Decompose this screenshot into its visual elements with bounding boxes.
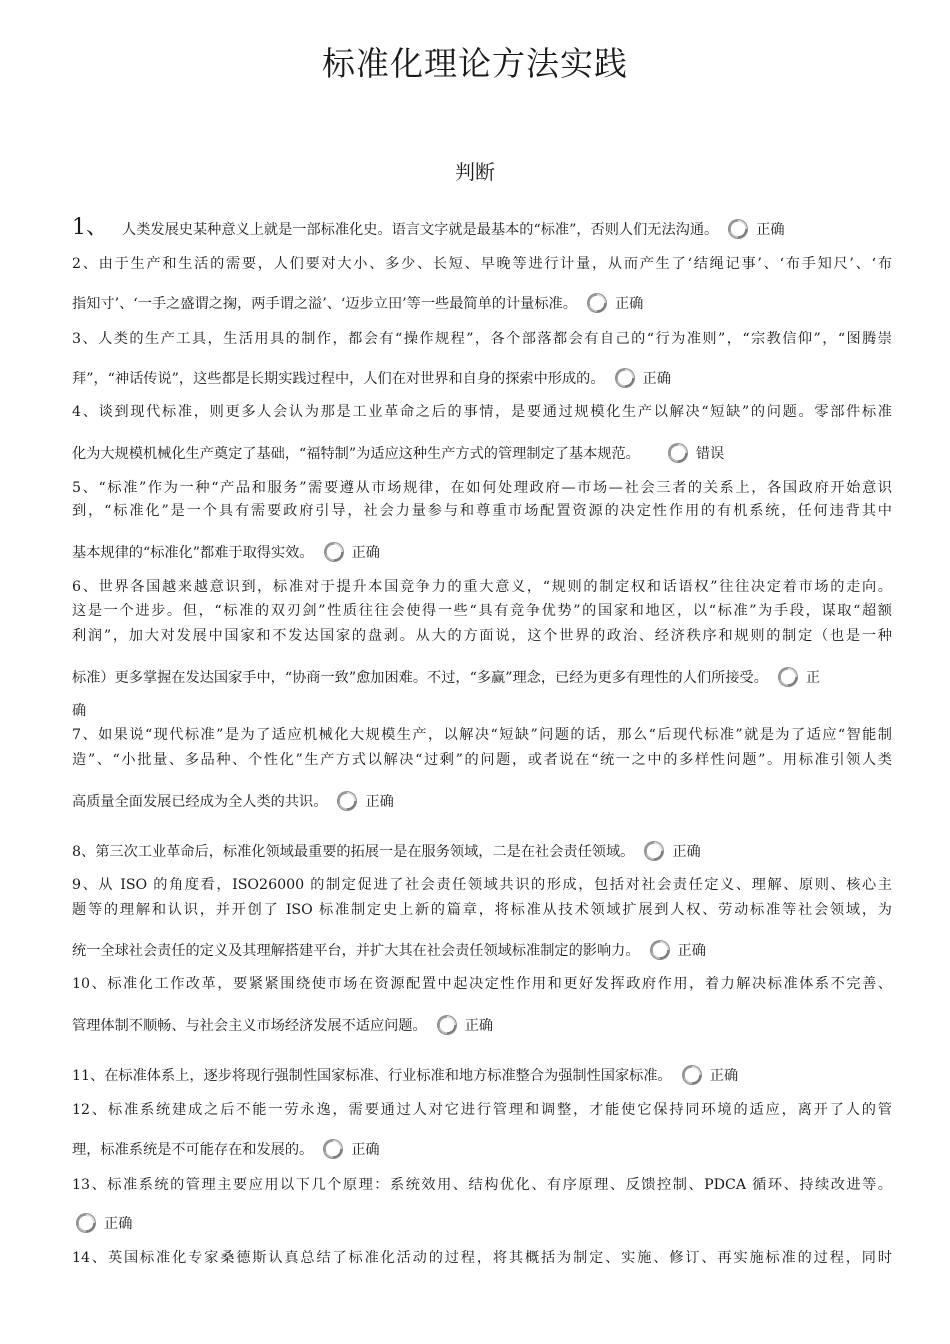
question-text: 管理体制不顺畅、与社会主义市场经济发展不适应问题。 <box>72 1018 427 1034</box>
question-13-line-1: 13、标准系统的管理主要应用以下几个原理：系统效用、结构优化、有序原理、反馈控制、PDCA 循环、持续改进等。 <box>72 1177 892 1193</box>
question-5-line-2: 到，“标准化”是一个具有需要政府引导，社会力量参与和尊重市场配置资源的决定性作用的有机系统，任何违背其中 <box>72 503 892 519</box>
radio-button-icon[interactable] <box>650 940 670 960</box>
document-title: 标准化理论方法实践 <box>322 44 628 83</box>
question-13-answer-line <box>72 1212 892 1236</box>
question-10-line-2 <box>72 1014 892 1038</box>
answer-label: 正确 <box>464 1018 494 1034</box>
question-text: 基本规律的“标准化”都难于取得实效。 <box>72 545 314 561</box>
question-number: 1、 <box>72 216 108 240</box>
question-14-line-1: 14、英国标准化专家桑德斯认真总结了标准化活动的过程，将其概括为制定、实施、修订、再实施标准的过程，同时 <box>72 1250 892 1266</box>
answer-label: 正确 <box>672 844 701 860</box>
question-9-line-3 <box>72 939 892 963</box>
radio-button-icon[interactable] <box>728 219 748 239</box>
question-2-line-2 <box>72 292 892 316</box>
question-4-line-1: 4、谈到现代标准，则更多人会认为那是工业革命之后的事情，是要通过规模化生产以解决“短缺”的问题。零部件标准 <box>72 404 892 420</box>
question-text: 理，标准系统是不可能存在和发展的。 <box>72 1142 314 1158</box>
question-3-line-2 <box>72 367 892 391</box>
radio-button-icon[interactable] <box>337 791 357 811</box>
question-3-line-1: 3、人类的生产工具，生活用具的制作，都会有“操作规程”，各个部落都会有自己的“行为准则”，“宗教信仰”，“图腾崇 <box>72 331 892 347</box>
question-6-answer-wrap: 确 <box>72 703 87 719</box>
question-6-line-1: 6、世界各国越来越意识到，标准对于提升本国竞争力的重大意义，“规则的制定权和话语权”往往决定着市场的走向。 <box>72 579 892 595</box>
question-text: 统一全球社会责任的定义及其理解搭建平台，并扩大其在社会责任领域标准制定的影响力。 <box>72 943 640 959</box>
radio-button-icon[interactable] <box>437 1015 457 1035</box>
question-6-line-3: 利润”，加大对发展中国家和不发达国家的盘剥。从大的方面说，这个世界的政治、经济秩序和规则的制定（也是一种 <box>72 628 892 644</box>
answer-label: 正确 <box>351 545 380 561</box>
question-5-line-1: 5、“标准”作为一种“产品和服务”需要遵从市场规律，在如何处理政府—市场—社会三者的关系上，各国政府开始意识 <box>72 480 892 496</box>
question-1 <box>72 216 892 242</box>
radio-button-icon[interactable] <box>682 1065 702 1085</box>
answer-label: 正确 <box>677 943 706 959</box>
radio-button-icon[interactable] <box>587 293 607 313</box>
radio-button-icon[interactable] <box>668 443 688 463</box>
radio-button-icon[interactable] <box>778 667 798 687</box>
question-text: 化为大规模机械化生产奠定了基础，“福特制”为适应这种生产方式的管理制定了基本规范。 <box>72 446 640 462</box>
question-11 <box>72 1064 892 1088</box>
question-7-line-2: 造”、“小批量、多品种、个性化”生产方式以解决“过剩”的问题，或者说在“统一之中的多样性问题”。用标准引领人类 <box>72 752 892 768</box>
question-4-line-2 <box>72 442 892 466</box>
question-6-line-4 <box>72 666 892 690</box>
question-text: 8、第三次工业革命后，标准化领域最重要的拓展一是在服务领域，二是在社会责任领域。 <box>72 844 635 860</box>
question-12-line-2 <box>72 1138 892 1162</box>
radio-button-icon[interactable] <box>644 841 664 861</box>
question-7-line-3 <box>72 790 892 814</box>
radio-button-icon[interactable] <box>615 368 635 388</box>
question-text: 11、在标准体系上，逐步将现行强制性国家标准、行业标准和地方标准整合为强制性国家标准。 <box>72 1068 672 1084</box>
question-6-line-2: 这是一个进步。但，“标准的双刃剑”性质往往会使得一些“具有竞争优势”的国家和地区，以“标准”为手段，谋取“超额 <box>72 603 892 619</box>
question-text: 指知寸’、‘一手之盛谓之掬，两手谓之溢’、‘迈步立田’等一些最简单的计量标准。 <box>72 296 577 312</box>
question-text: 人类发展史某种意义上就是一部标准化史。语言文字就是最基本的“标准”，否则人们无法沟通。 <box>122 222 719 238</box>
answer-label: 错误 <box>695 446 725 462</box>
question-9-line-2: 题等的理解和认识，并开创了 ISO 标准制定史上新的篇章，将标准从技术领域扩展到人权、劳动标准等社会领域，为 <box>72 902 892 918</box>
answer-label: 正确 <box>709 1068 739 1084</box>
question-10-line-1: 10、标准化工作改革，要紧紧围绕使市场在资源配置中起决定性作用和更好发挥政府作用，着力解决标准体系不完善、 <box>72 976 892 992</box>
radio-button-icon[interactable] <box>324 542 344 562</box>
radio-button-icon[interactable] <box>323 1139 343 1159</box>
question-9-line-1: 9、从 ISO 的角度看，ISO26000 的制定促进了社会责任领域共识的形成，包括对社会责任定义、理解、原则、核心主 <box>72 877 892 893</box>
answer-label: 正确 <box>642 371 671 387</box>
question-text: 高质量全面发展已经成为全人类的共识。 <box>72 794 328 810</box>
answer-label: 正确 <box>351 1142 380 1158</box>
question-text: 拜”，“神话传说”，这些都是长期实践过程中，人们在对世界和自身的探索中形成的。 <box>72 371 605 387</box>
answer-label: 正确 <box>614 296 644 312</box>
answer-label: 正确 <box>104 1216 133 1232</box>
section-heading: 判断 <box>455 160 495 184</box>
answer-label: 正确 <box>365 794 394 810</box>
question-12-line-1: 12、标准系统建成之后不能一劳永逸，需要通过人对它进行管理和调整，才能使它保持同环境的适应，离开了人的管 <box>72 1102 892 1118</box>
question-8 <box>72 840 892 864</box>
question-7-line-1: 7、如果说“现代标准”是为了适应机械化大规模生产，以解决“短缺”问题的话，那么“后现代标准”就是为了适应“智能制 <box>72 727 892 743</box>
answer-label: 正确 <box>756 222 785 238</box>
radio-button-icon[interactable] <box>76 1213 96 1233</box>
question-text: 标准）更多掌握在发达国家手中，“协商一致”愈加困难。不过，“多赢”理念，已经为更多有理性的人们所接受。 <box>72 670 768 686</box>
question-5-line-3 <box>72 541 892 565</box>
question-2-line-1: 2、由于生产和生活的需要，人们要对大小、多少、长短、早晚等进行计量，从而产生了‘结绳记事’、‘布手知尺’、‘布 <box>72 256 892 272</box>
answer-label: 正 <box>805 670 821 686</box>
